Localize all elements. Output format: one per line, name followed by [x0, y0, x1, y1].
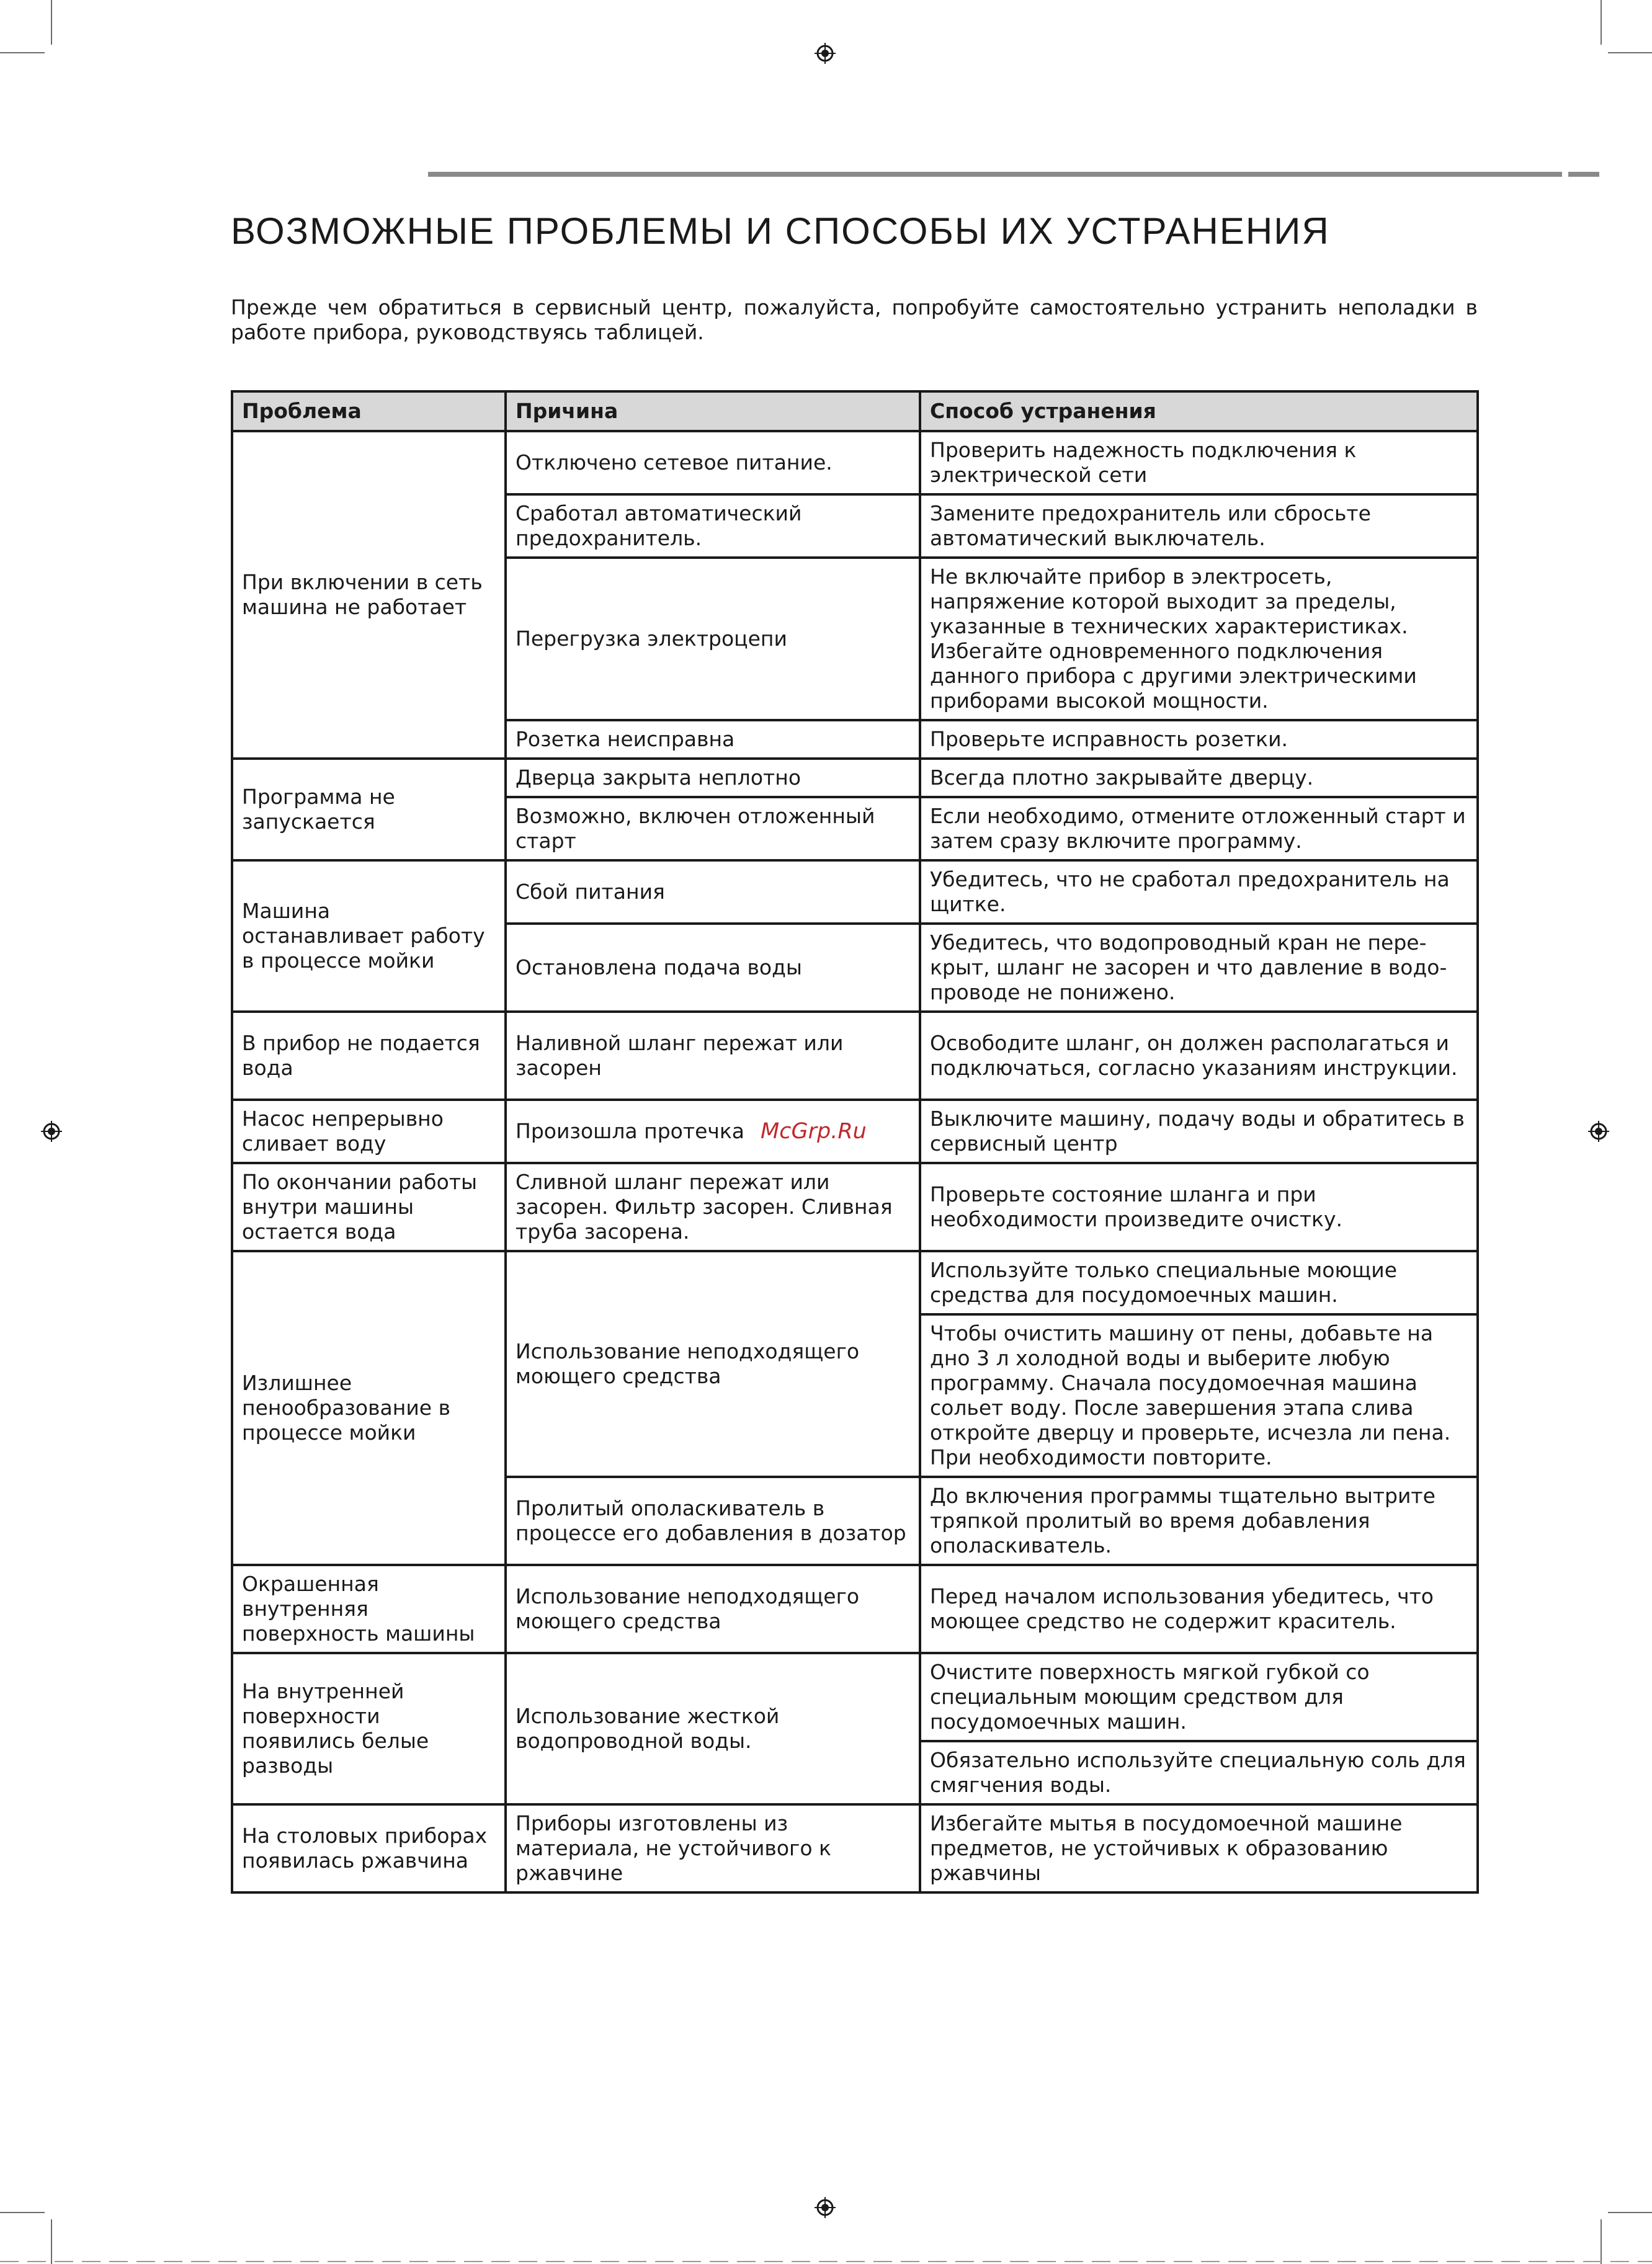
table-header-row: [232, 391, 1478, 431]
cause-cell: Наливной шланг пережат или засорен: [506, 1012, 920, 1100]
solution-cell: Обязательно используйте специальную соль для смягчения воды.: [920, 1741, 1478, 1804]
crop-mark: [0, 2212, 45, 2213]
table-row: [232, 759, 1478, 797]
solution-cell: Чтобы очистить машину от пены, добавьте на дно 3 л холодной воды и выберите любую программу. Сначала посудомоечная машина сольет воду. После завершения этапа слива откройте дверцу и проверьте, исчезла ли пена. При необходимости повторите.: [920, 1314, 1478, 1477]
registration-mark-icon: [41, 1121, 62, 1142]
table-row: [232, 1565, 1478, 1653]
troubleshooting-table: [231, 390, 1479, 1894]
registration-mark-icon: [1588, 1121, 1609, 1142]
table-row: [232, 1100, 1478, 1163]
cause-cell: Использование жесткой водопроводной воды.: [506, 1653, 920, 1804]
solution-cell: Проверьте исправность розетки.: [920, 720, 1478, 759]
solution-cell: Освободите шланг, он должен располагаться и подключаться, согласно указаниям инструкции.: [920, 1012, 1478, 1100]
cause-text: Произошла протечка: [516, 1119, 745, 1143]
cause-cell: Перегрузка электроцепи: [506, 558, 920, 720]
intro-paragraph: Прежде чем обратиться в сервисный центр, пожалуйста, попробуйте самостоятельно устранить неполадки в работе прибора, руководствуясь таблицей.: [231, 295, 1478, 344]
header-solution: Способ устранения: [920, 391, 1478, 431]
header-problem: Проблема: [232, 391, 506, 431]
cause-cell: Дверца закрыта неплотно: [506, 759, 920, 797]
crop-mark: [51, 2219, 52, 2264]
cause-cell: [506, 1100, 920, 1163]
table-row: [232, 1012, 1478, 1100]
problem-cell: Излишнее пенообразование в процессе мойки: [232, 1251, 506, 1565]
crop-mark: [51, 0, 52, 45]
problem-cell: Машина останавливает работу в процессе мойки: [232, 860, 506, 1012]
problem-cell: Насос непрерывно сливает воду: [232, 1100, 506, 1163]
cause-cell: Сливной шланг пережат или засорен. Фильтр засорен. Сливная труба засорена.: [506, 1163, 920, 1251]
cause-cell: Сработал автоматический предохранитель.: [506, 494, 920, 558]
problem-cell: По окончании работы внутри машины остается вода: [232, 1163, 506, 1251]
crop-mark: [1608, 52, 1652, 53]
registration-mark-icon: [815, 43, 836, 64]
footer-dash-line: [0, 2260, 1652, 2263]
page-title: ВОЗМОЖНЫЕ ПРОБЛЕМЫ И СПОСОБЫ ИХ УСТРАНЕНИЯ: [231, 210, 1330, 252]
problem-cell: Программа не запускается: [232, 759, 506, 860]
solution-cell: Проверить надежность подключения к электрической сети: [920, 431, 1478, 494]
solution-cell: До включения программы тщательно вытрите тряпкой пролитый во время добавления ополаскиватель.: [920, 1477, 1478, 1565]
problem-cell: На внутренней поверхности появились белые разводы: [232, 1653, 506, 1804]
cause-cell: Приборы изготовлены из материала, не устойчивого к ржавчине: [506, 1804, 920, 1892]
solution-cell: Если необходимо, отмените отложенный старт и затем сразу включите программу.: [920, 797, 1478, 860]
crop-mark: [1601, 0, 1602, 45]
solution-cell: Очистите поверхность мягкой губкой со специальным моющим средством для посудомоечных машин.: [920, 1653, 1478, 1741]
table-row: [232, 1804, 1478, 1892]
crop-mark: [1601, 2219, 1602, 2264]
header-rule-tail: [1568, 172, 1599, 177]
header-cause: Причина: [506, 391, 920, 431]
table-row: [232, 431, 1478, 494]
solution-cell: Убедитесь, что не сработал предохранитель на щитке.: [920, 860, 1478, 924]
table-row: [232, 860, 1478, 924]
problem-cell: При включении в сеть машина не работает: [232, 431, 506, 759]
cause-cell: Розетка неисправна: [506, 720, 920, 759]
solution-cell: Выключите машину, подачу воды и обратитесь в сервисный центр: [920, 1100, 1478, 1163]
crop-mark: [1608, 2212, 1652, 2213]
solution-cell: Проверьте состояние шланга и при необходимости произведите очистку.: [920, 1163, 1478, 1251]
solution-cell: Перед началом использования убедитесь, что моющее средство не содержит краситель.: [920, 1565, 1478, 1653]
cause-cell: Использование неподходящего моющего средства: [506, 1565, 920, 1653]
crop-mark: [0, 52, 45, 53]
cause-cell: Отключено сетевое питание.: [506, 431, 920, 494]
watermark-text: McGrp.Ru: [761, 1119, 867, 1144]
solution-cell: Избегайте мытья в посудомоечной машине предметов, не устойчивых к образованию ржавчины: [920, 1804, 1478, 1892]
solution-cell: Замените предохранитель или сбросьте автоматический выключатель.: [920, 494, 1478, 558]
cause-cell: Использование неподходящего моющего средства: [506, 1251, 920, 1477]
problem-cell: В прибор не подается вода: [232, 1012, 506, 1100]
solution-cell: Не включайте прибор в электросеть, напряжение которой выходит за пределы, указанные в технических характеристиках. Избегайте одновременного подключения данного прибора с другими электрическими приборами высокой мощности.: [920, 558, 1478, 720]
header-rule: [428, 172, 1562, 177]
solution-cell: Используйте только специальные моющие средства для посудомоечных машин.: [920, 1251, 1478, 1314]
problem-cell: Окрашенная внутренняя поверхность машины: [232, 1565, 506, 1653]
cause-cell: Сбой питания: [506, 860, 920, 924]
table-row: [232, 1163, 1478, 1251]
cause-cell: Возможно, включен отложенный старт: [506, 797, 920, 860]
registration-mark-icon: [815, 2197, 836, 2218]
cause-cell: Пролитый ополаскиватель в процессе его добавления в дозатор: [506, 1477, 920, 1565]
table-row: [232, 1251, 1478, 1314]
cause-cell: Остановлена подача воды: [506, 924, 920, 1012]
solution-cell: Убедитесь, что водопроводный кран не пере-крыт, шланг не засорен и что давление в водо-проводе не понижено.: [920, 924, 1478, 1012]
solution-cell: Всегда плотно закрывайте дверцу.: [920, 759, 1478, 797]
problem-cell: На столовых приборах появилась ржавчина: [232, 1804, 506, 1892]
table-row: [232, 1653, 1478, 1741]
